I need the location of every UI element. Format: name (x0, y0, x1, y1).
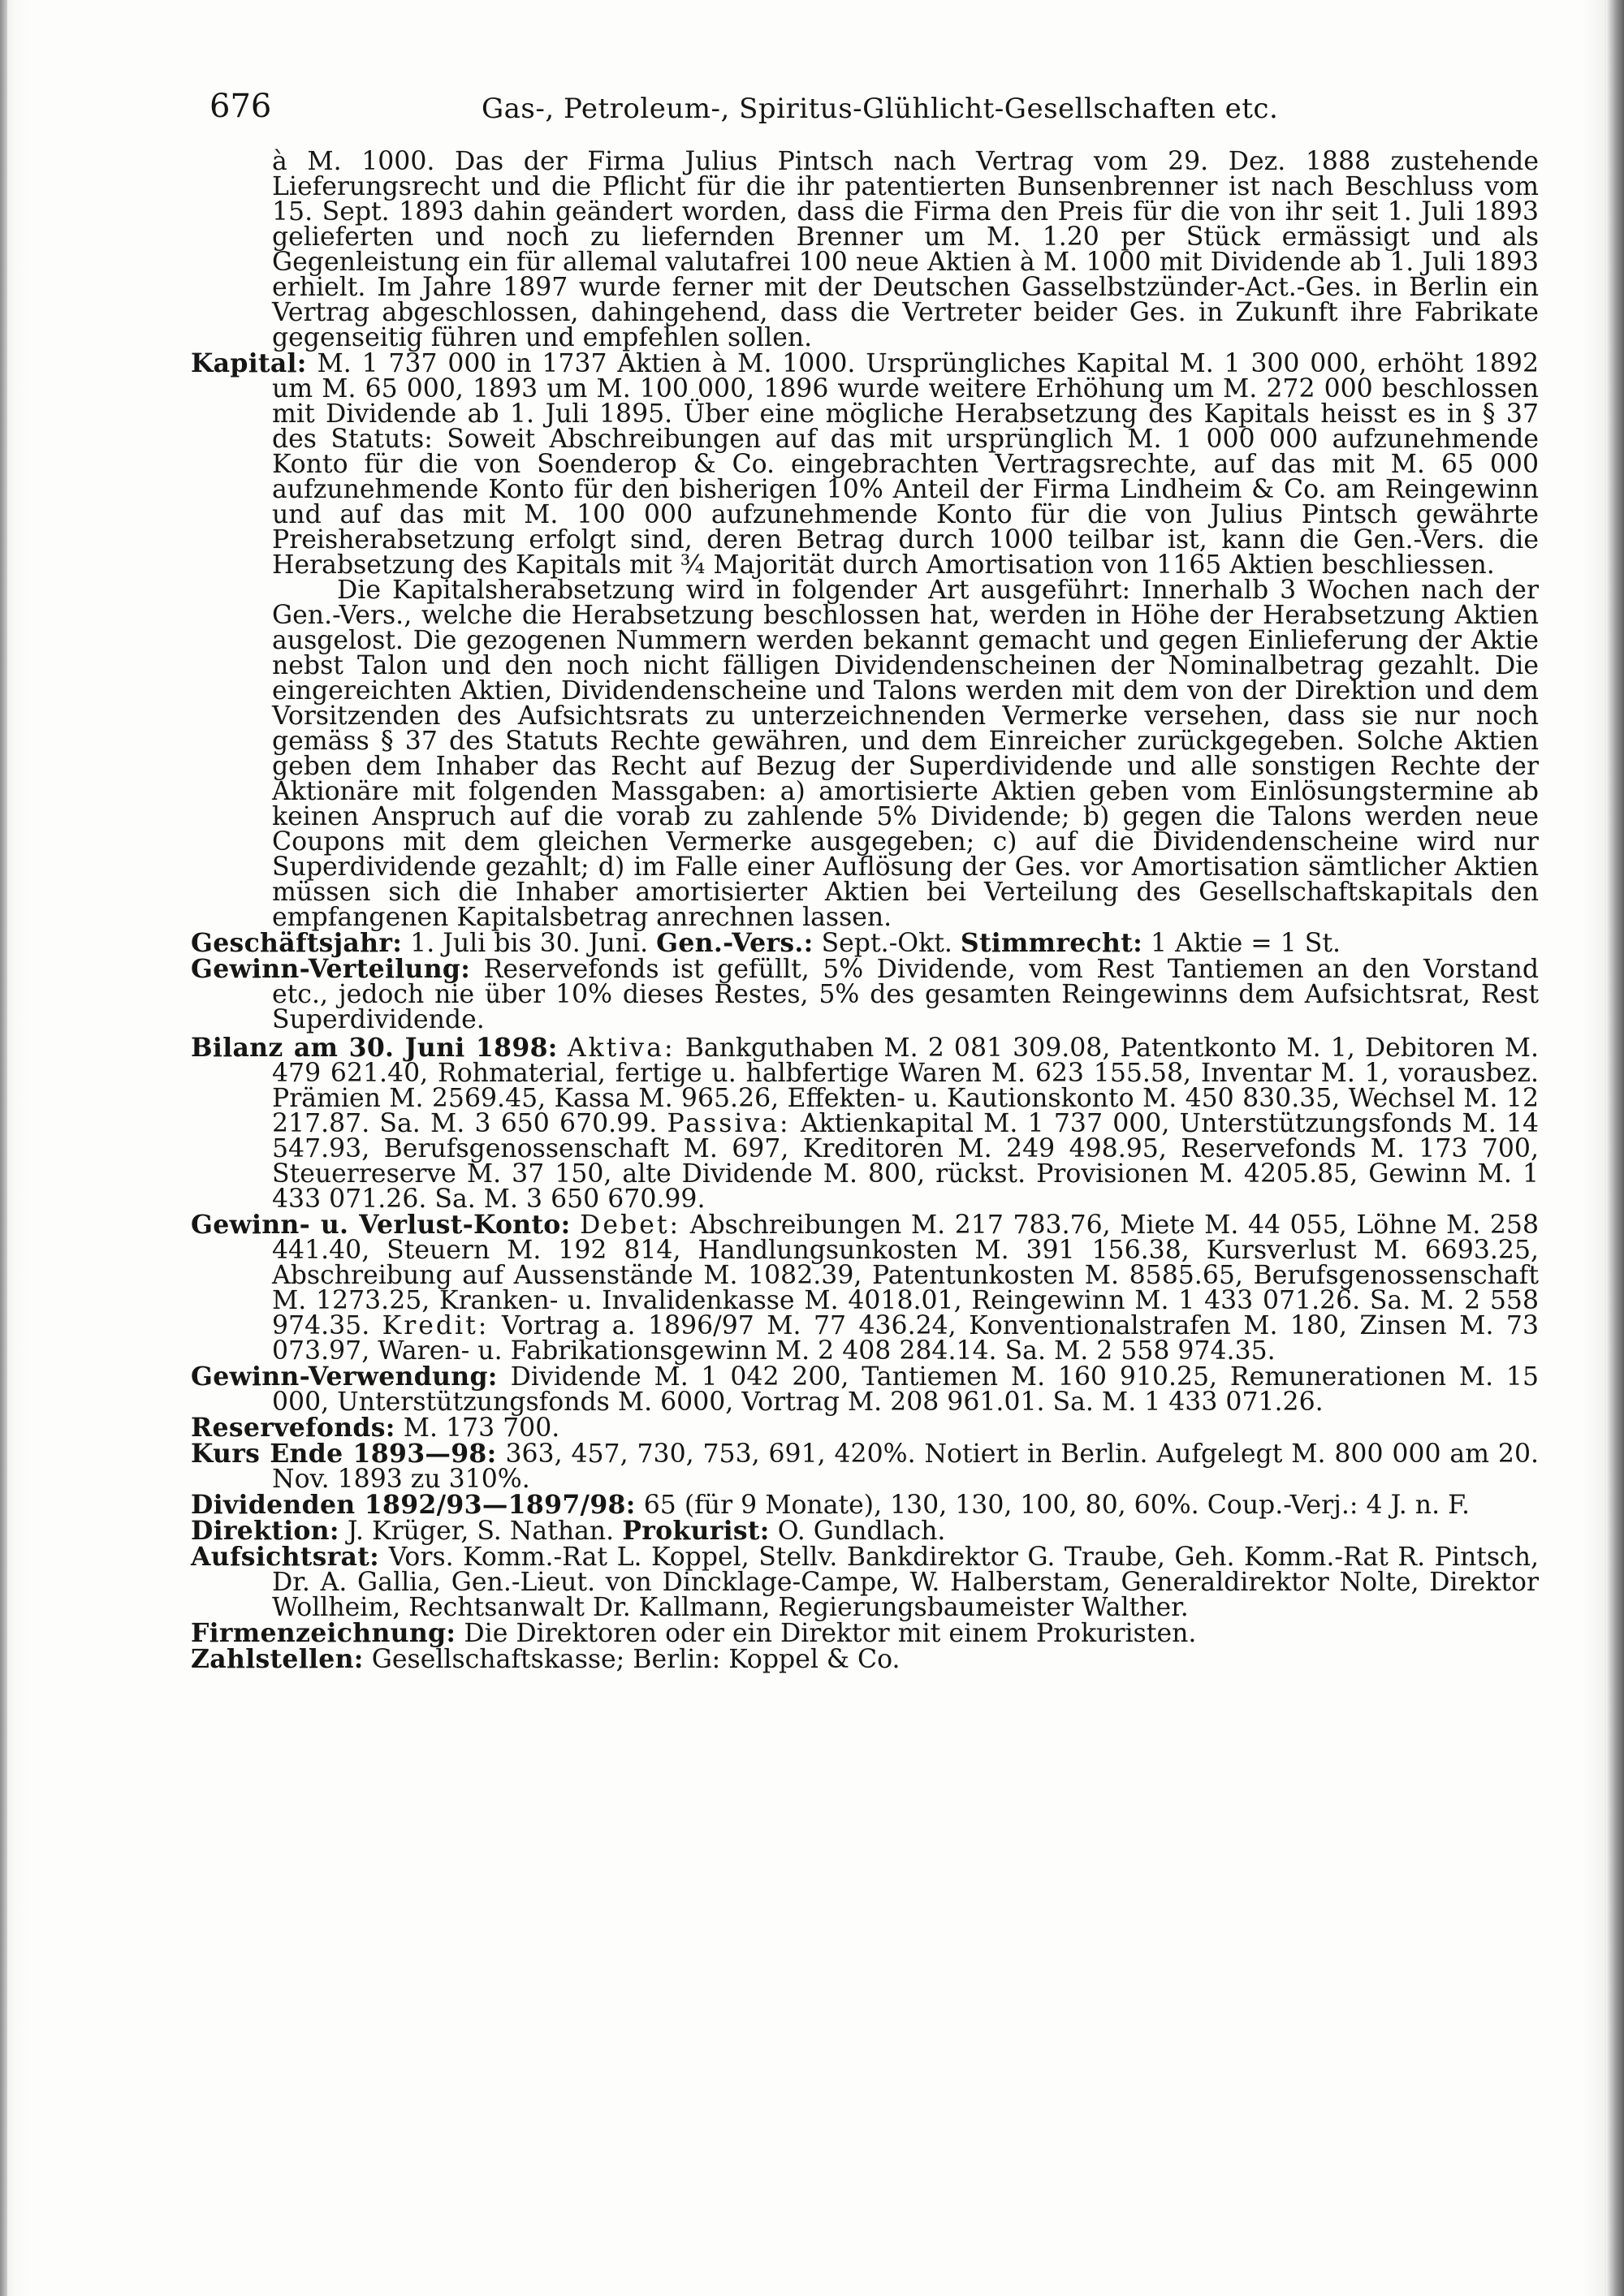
zahlstellen-label: Zahlstellen: (191, 1644, 364, 1674)
direktion-label: Direktion: (191, 1516, 339, 1546)
genvers-label: Gen.-Vers.: (656, 928, 814, 958)
dividenden-text: 65 (für 9 Monate), 130, 130, 100, 80, 60%. Coup.-Verj.: 4 J. n. F. (643, 1491, 1471, 1520)
dividenden-label: Dividenden 1892/93—1897/98: (191, 1490, 636, 1520)
reservefonds-label: Reservefonds: (191, 1413, 395, 1443)
aufsichtsrat-text: Vors. Komm.-Rat L. Koppel, Stellv. Bankdirektor G. Traube, Geh. Komm.-Rat R. Pintsch, Dr. A. Gallia, Gen.-Lieut. von Dincklage-Campe, W. Halberstam, Generaldirektor Nolte, Direktor Wollheim, Rechtsanwalt Dr. Kallmann, Regierungsbaumeister Walther. (272, 1543, 1539, 1622)
section-gewinn-verwendung (191, 1364, 1539, 1415)
section-gewinn-verlust-konto (191, 1212, 1539, 1364)
debet-label: Debet: (580, 1211, 681, 1240)
section-firmenzeichnung (191, 1618, 1539, 1648)
prokurist-label: Prokurist: (622, 1516, 770, 1546)
page-number: 676 (209, 88, 272, 125)
gewinn-verwendung-label: Gewinn-Verwendung: (191, 1362, 498, 1392)
debet-text: Abschreibungen M. 217 783.76, Miete M. 44 055, Löhne M. 258 441.40, Steuern M. 192 814, Handlungsunkosten M. 391 156.38, Kursverlust M. 6693.25, Abschreibung auf Aussenstände M. 1082.39, Patentunkosten M. 8585.65, Berufsgenossenschaft M. 1273.25, Kranken- u. Invalidenkasse M. 4018.01, Reingewinn M. 1 433 071.26. Sa. M. 2 558 974.35. (272, 1211, 1540, 1340)
section-bilanz (191, 1035, 1539, 1212)
kapital-herabsetzung-paragraph: Die Kapitalsherabsetzung wird in folgender Art ausgeführt: Innerhalb 3 Wochen nach der Gen.-Vers., welche die Herabsetzung beschlossen hat, werden in Höhe der Herabsetzung Aktien ausgelost. Die gezogenen Nummern werden bekannt gemacht und gegen Einlieferung der Aktie nebst Talon und den noch nicht fälligen Dividendenscheinen der Nominalbetrag gezahlt. Die eingereichten Aktien, Dividendenscheine und Talons werden mit dem von der Direktion und dem Vorsitzenden des Aufsichtsrats zu unterzeichnenden Vermerke versehen, dass sie nur noch gemäss § 37 des Statuts Rechte gewähren, und dem Einreicher zurückgegeben. Solche Aktien geben dem Inhaber das Recht auf Bezug der Superdividende und alle sonstigen Rechte der Aktionäre mit folgenden Massgaben: a) amortisierte Aktien geben vom Einlösungstermine ab keinen Anspruch auf die vorab zu zahlende 5% Dividende; b) gegen die Talons werden neue Coupons mit dem gleichen Vermerke ausgegeben; c) auf die Dividendenscheine wird nur Superdividende gezahlt; d) im Falle einer Auflösung der Ges. vor Amortisation sämtlicher Aktien müssen sich die Inhaber amortisierter Aktien bei Verteilung des Gesellschaftskapitals den empfangenen Kapitalsbetrag anrechnen lassen. (272, 576, 1539, 932)
direktion-text: J. Krüger, S. Nathan. (347, 1517, 615, 1546)
kapital-label: Kapital: (191, 348, 307, 378)
bilanz-label: Bilanz am 30. Juni 1898: (191, 1033, 558, 1063)
section-direktion (191, 1518, 1539, 1544)
intro-paragraph: à M. 1000. Das der Firma Julius Pintsch nach Vertrag vom 29. Dez. 1888 zustehende Lieferungsrecht und die Pflicht für die ihr patentierten Bunsenbrenner ist nach Beschluss vom 15. Sept. 1893 dahin geändert worden, dass die Firma den Preis für die von ihr seit 1. Juli 1893 gelieferten und noch zu liefernden Brenner um M. 1.20 per Stück ermässigt und als Gegenleistung ein für allemal valutafrei 100 neue Aktien à M. 1000 mit Dividende ab 1. Juli 1893 erhielt. Im Jahre 1897 wurde ferner mit der Deutschen Gasselbstzünder-Act.-Ges. in Berlin ein Vertrag abgeschlossen, dahingehend, dass die Vertreter beider Ges. in Zukunft ihre Fabrikate gegenseitig führen und empfehlen sollen. (272, 147, 1539, 352)
kapital-text: M. 1 737 000 in 1737 Aktien à M. 1000. Ursprüngliches Kapital M. 1 300 000, erhöht 1892 um M. 65 000, 1893 um M. 100 000, 1896 wurde weitere Erhöhung um M. 272 000 beschlossen mit Dividende ab 1. Juli 1895. Über eine mögliche Herabsetzung des Kapitals heisst es in § 37 des Statuts: Soweit Abschreibungen auf das mit ursprünglich M. 1 000 000 aufzunehmende Konto für die von Soenderop & Co. eingebrachten Vertragsrechte, auf das mit M. 65 000 aufzunehmende Konto für den bisherigen 10% Anteil der Firma Lindheim & Co. am Reingewinn und auf das mit M. 100 000 aufzunehmende Konto für die von Julius Pintsch gewährte Preisherabsetzung erfolgt sind, deren Betrag durch 1000 teilbar ist, kann die Gen.-Vers. die Herabsetzung des Kapitals mit ¾ Majorität durch Amortisation von 1165 Aktien beschliessen. (272, 349, 1540, 580)
genvers-text: Sept.-Okt. (821, 929, 952, 958)
page-header (209, 88, 1525, 133)
aktiva-label: Aktiva: (567, 1034, 676, 1063)
section-aufsichtsrat (191, 1544, 1539, 1621)
kredit-label: Kredit: (382, 1311, 490, 1340)
section-reservefonds (191, 1415, 1539, 1441)
section-kapital (191, 348, 1540, 580)
aktiva-text: Bankguthaben M. 2 081 309.08, Patentkonto M. 1, Debitoren M. 479 621.40, Rohmaterial, fertige u. halbfertige Waren M. 623 155.58, Inventar M. 1, vorausbez. Prämien M. 2569.45, Kassa M. 965.26, Effekten- u. Kautionskonto M. 450 830.35, Wechsel M. 12 217.87. Sa. M. 3 650 670.99. (272, 1034, 1539, 1138)
section-dividenden (191, 1492, 1539, 1518)
geschaeftsjahr-label: Geschäftsjahr: (191, 928, 403, 958)
stimmrecht-text: 1 Aktie = 1 St. (1151, 929, 1341, 958)
scan-right-edge (1606, 0, 1624, 2296)
running-title: Gas-, Petroleum-, Spiritus-Glühlicht-Gesellschaften etc. (482, 93, 1279, 125)
stimmrecht-label: Stimmrecht: (960, 928, 1143, 958)
zahlstellen-text: Gesellschaftskasse; Berlin: Koppel & Co. (371, 1645, 901, 1674)
gewinn-verteilung-text: Reservefonds ist gefüllt, 5% Dividende, vom Rest Tantiemen an den Vorstand etc., jedoch nie über 10% dieses Restes, 5% des gesamten Reingewinns dem Aufsichtsrat, Rest Superdividende. (272, 955, 1539, 1034)
firmenzeichnung-label: Firmenzeichnung: (191, 1618, 456, 1648)
passiva-text: Aktienkapital M. 1 737 000, Unterstützungsfonds M. 14 547.93, Berufsgenossenschaft M. 697, Kreditoren M. 249 498.95, Reservefonds M. 173 700, Steuerreserve M. 37 150, alte Dividende M. 800, rückst. Provisionen M. 4205.85, Gewinn M. 1 433 071.26. Sa. M. 3 650 670.99. (272, 1109, 1539, 1214)
gewinn-verwendung-text: Dividende M. 1 042 200, Tantiemen M. 160 910.25, Remunerationen M. 15 000, Unterstützungsfonds M. 6000, Vortrag M. 208 961.01. Sa. M. 1 433 071.26. (272, 1362, 1539, 1417)
passiva-label: Passiva: (667, 1109, 791, 1138)
aufsichtsrat-label: Aufsichtsrat: (191, 1542, 380, 1572)
firmenzeichnung-text: Die Direktoren oder ein Direktor mit einem Prokuristen. (464, 1619, 1197, 1648)
kurs-text: 363, 457, 730, 753, 691, 420%. Notiert in Berlin. Aufgelegt M. 800 000 am 20. Nov. 1893 zu 310%. (272, 1439, 1539, 1494)
prokurist-text: O. Gundlach. (777, 1517, 946, 1546)
scan-left-edge (0, 0, 7, 2296)
guv-label: Gewinn- u. Verlust-Konto: (191, 1210, 571, 1240)
section-kurs (191, 1441, 1539, 1492)
kredit-text: Vortrag a. 1896/97 M. 77 436.24, Konventionalstrafen M. 180, Zinsen M. 73 073.97, Waren- u. Fabrikationsgewinn M. 2 408 284.14. Sa. M. 2 558 974.35. (272, 1311, 1540, 1366)
document-body (191, 149, 1539, 1672)
kurs-label: Kurs Ende 1893—98: (191, 1439, 497, 1469)
section-zahlstellen (191, 1646, 1539, 1672)
geschaeftsjahr-text: 1. Juli bis 30. Juni. (410, 929, 649, 958)
gewinn-verteilung-label: Gewinn-Verteilung: (191, 954, 471, 984)
reservefonds-text: M. 173 700. (403, 1413, 560, 1443)
section-gewinn-verteilung (191, 956, 1539, 1033)
section-geschaeftsjahr (191, 930, 1539, 956)
